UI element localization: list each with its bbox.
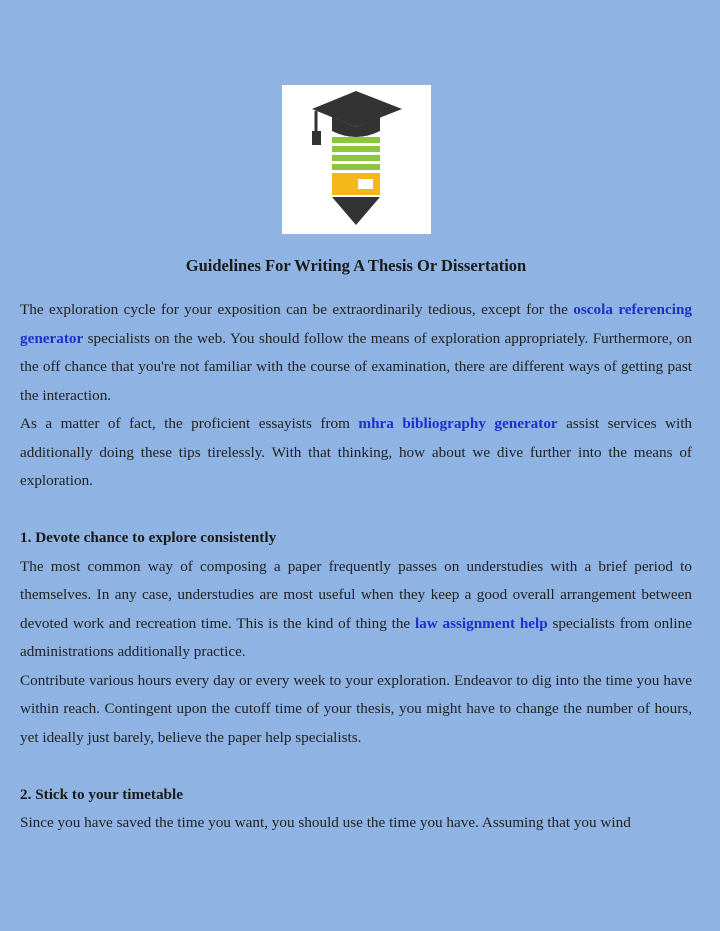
section-2-paragraph-1: Since you have saved the time you want, you should use the time you have. Assuming that you wind [20, 814, 631, 831]
paragraph-text: The exploration cycle for your exposition can be extraordinarily tedious, except for the [20, 301, 574, 318]
paragraph-text: specialists on the web. You should follow the means of exploration appropriately. Furthermore, on the off chance that you're not familiar with the course of examination, there are different ways of getting past the interaction. [20, 329, 692, 404]
paragraph-text: As a matter of fact, the proficient essayists from [20, 415, 359, 432]
section-1-heading: 1. Devote chance to explore consistently [20, 529, 277, 546]
oscola-referencing-generator-link[interactable]: oscola referencing generator [20, 301, 692, 347]
section-1-paragraph-1 [20, 553, 692, 667]
document-title: Guidelines For Writing A Thesis Or Dissertation [185, 256, 527, 275]
paragraph-text: assist services with additionally doing these tips tirelessly. With that thinking, how about we dive further into the means of exploration. [20, 415, 693, 489]
spacer [20, 496, 692, 525]
logo-container [282, 85, 431, 234]
intro-paragraph-1 [20, 296, 692, 410]
section-2-heading: 2. Stick to your timetable [20, 785, 183, 803]
law-assignment-help-link[interactable]: law assignment help [414, 614, 548, 632]
graduation-pencil-icon [282, 85, 431, 234]
document-body [20, 296, 692, 838]
section-1-paragraph-2: Contribute various hours every day or every week to your exploration. Endeavor to dig into the time you have within reach. Contingent upon the cutoff time of your thesis, you might have to change the number of hours, yet ideally just barely, believe the paper help specialists. [20, 671, 692, 746]
intro-paragraph-2 [20, 410, 692, 496]
paragraph-text: The most common way of composing a paper frequently passes on understudies with a brief period to themselves. In any case, understudies are most useful when they keep a good overall arrangement between devoted work and recreation time. This is the kind of thing the [20, 557, 692, 632]
spacer [20, 752, 692, 781]
mhra-bibliography-generator-link[interactable]: mhra bibliography generator [358, 415, 558, 432]
paragraph-text: specialists from online administrations additionally practice. [20, 614, 692, 660]
